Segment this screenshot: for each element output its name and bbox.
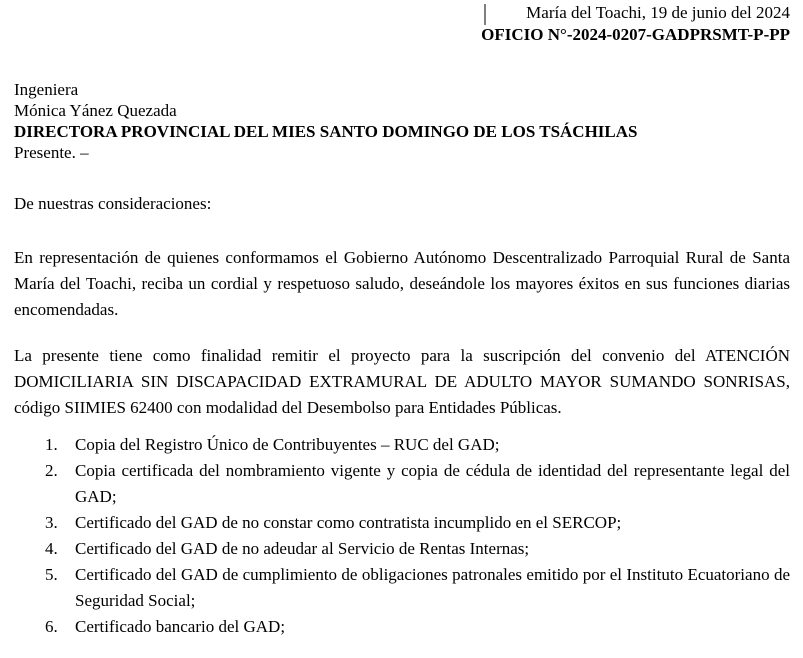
- text-cursor: [484, 4, 486, 25]
- recipient-title: Ingeniera: [14, 80, 79, 99]
- recipient-block: [14, 79, 790, 163]
- list-item-text: Certificado bancario del GAD;: [75, 617, 286, 636]
- salutation-line: De nuestras consideraciones:: [14, 194, 212, 213]
- body-paragraph-greeting: En representación de quienes conformamos el Gobierno Autónomo Descentralizado Parroquial Rural de Santa María del Toachi, reciba un cordial y respetuoso saludo, deseándole los mayores éxitos en sus funciones diarias encomendadas.: [14, 248, 790, 319]
- recipient-presente-line: Presente. –: [14, 143, 89, 162]
- list-item-text: Certificado del GAD de no adeudar al Servicio de Rentas Internas;: [75, 539, 530, 558]
- oficio-number-line: OFICIO N°-2024-0207-GADPRSMT-P-PP: [481, 25, 790, 44]
- list-item-number: 4.: [45, 539, 58, 558]
- list-item-number: 2.: [45, 461, 58, 480]
- list-item-number: 1.: [45, 435, 58, 454]
- list-item: [14, 432, 790, 458]
- date-line: María del Toachi, 19 de junio del 2024: [526, 3, 790, 22]
- list-item-number: 6.: [45, 617, 58, 636]
- body-paragraph-purpose: La presente tiene como finalidad remitir el proyecto para la suscripción del convenio del ATENCIÓN DOMICILIARIA SIN DISCAPACIDAD EXTRAMURAL DE ADULTO MAYOR SUMANDO SONRISAS, código SIIMIES 62400 con modalidad del Desembolso para Entidades Públicas.: [14, 346, 790, 417]
- list-item: [14, 536, 790, 562]
- list-item-text: Certificado del GAD de cumplimiento de obligaciones patronales emitido por el Instituto Ecuatoriano de Seguridad Social;: [75, 565, 790, 610]
- letter-header: [14, 2, 790, 46]
- recipient-position: DIRECTORA PROVINCIAL DEL MIES SANTO DOMINGO DE LOS TSÁCHILAS: [14, 122, 638, 141]
- list-item: [14, 510, 790, 536]
- list-item-number: 3.: [45, 513, 58, 532]
- recipient-name: Mónica Yánez Quezada: [14, 101, 177, 120]
- list-item-text: Certificado del GAD de no constar como contratista incumplido en el SERCOP;: [75, 513, 622, 532]
- list-item: [14, 562, 790, 614]
- list-item: [14, 458, 790, 510]
- list-item-text: Copia certificada del nombramiento vigente y copia de cédula de identidad del representante legal del GAD;: [75, 461, 790, 506]
- list-item: [14, 614, 790, 640]
- list-item-text: Copia del Registro Único de Contribuyentes – RUC del GAD;: [75, 435, 500, 454]
- list-item-number: 5.: [45, 565, 58, 584]
- requirements-list: [14, 432, 790, 640]
